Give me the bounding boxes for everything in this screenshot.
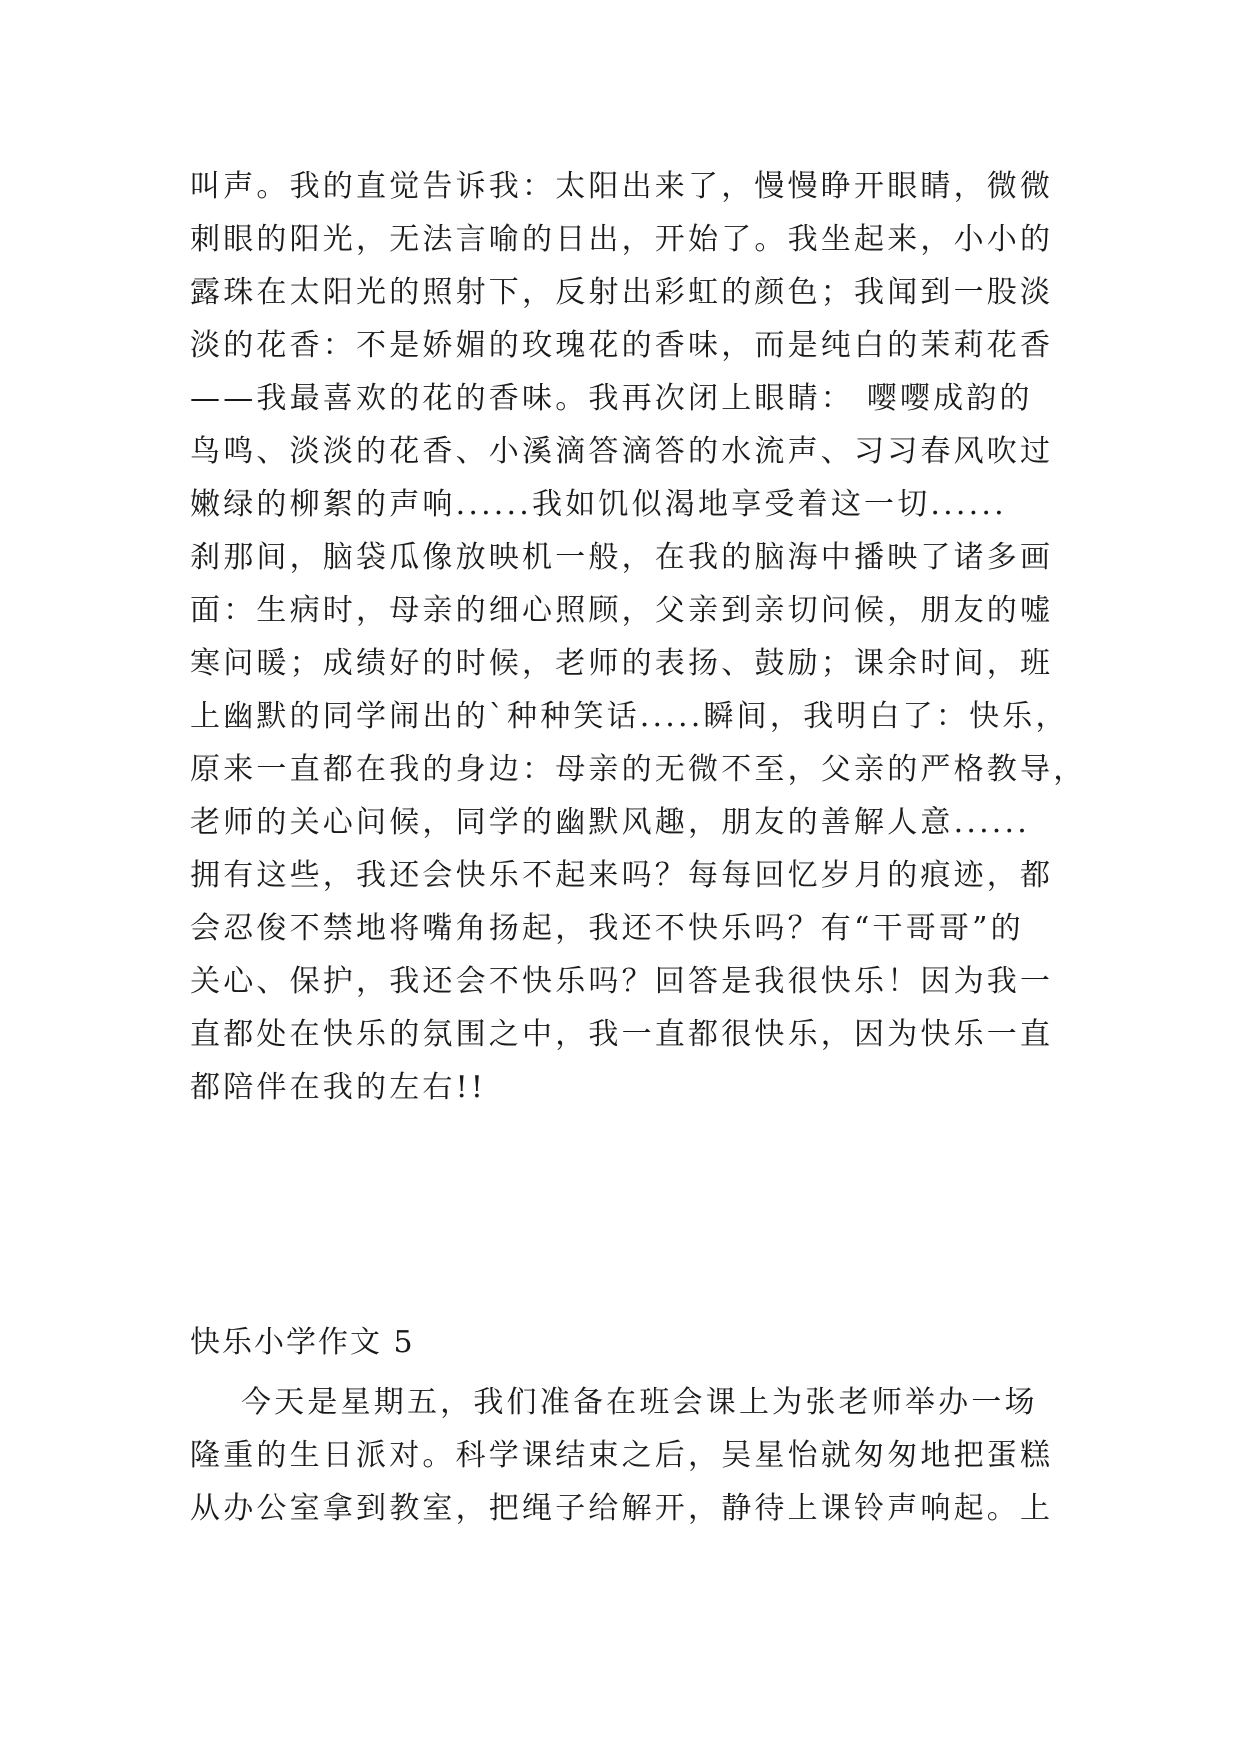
essay-paragraph <box>190 160 1087 1114</box>
text-line: 隆重的生日派对。科学课结束之后，吴星怡就匆匆地把蛋糕 <box>190 1438 1054 1473</box>
text-line: ——我最喜欢的花的香味。我再次闭上眼睛： 嘤嘤成韵的 <box>190 381 1033 416</box>
text-line: 直都处在快乐的氛围之中，我一直都很快乐，因为快乐一直 <box>190 1017 1054 1052</box>
text-line: 从办公室拿到教室，把绳子给解开，静待上课铃声响起。上 <box>190 1491 1054 1526</box>
text-line: 嫩绿的柳絮的声响......我如饥似渴地享受着这一切...... <box>190 487 1007 522</box>
text-line: 淡的花香：不是娇媚的玫瑰花的香味，而是纯白的茉莉花香 <box>190 328 1054 363</box>
text-line: 刹那间，脑袋瓜像放映机一般，在我的脑海中播映了诸多画 <box>190 540 1054 575</box>
text-line: 叫声。我的直觉告诉我：太阳出来了，慢慢睁开眼睛，微微 <box>190 169 1054 204</box>
text-line: 原来一直都在我的身边：母亲的无微不至，父亲的严格教导， <box>190 752 1087 787</box>
text-line: 今天是星期五，我们准备在班会课上为张老师举办一场 <box>190 1385 1038 1420</box>
text-line: 面：生病时，母亲的细心照顾，父亲到亲切问候，朋友的嘘 <box>190 593 1054 628</box>
text-line: 鸟鸣、淡淡的花香、小溪滴答滴答的水流声、习习春风吹过 <box>190 434 1054 469</box>
text-line: 老师的关心问候，同学的幽默风趣，朋友的善解人意...... <box>190 805 1031 840</box>
text-line: 都陪伴在我的左右!! <box>190 1070 487 1105</box>
text-line: 露珠在太阳光的照射下，反射出彩虹的颜色；我闻到一股淡 <box>190 275 1054 310</box>
text-line: 关心、保护，我还会不快乐吗？回答是我很快乐！因为我一 <box>190 964 1054 999</box>
text-line: 拥有这些，我还会快乐不起来吗？每每回忆岁月的痕迹，都 <box>190 858 1054 893</box>
text-line: 上幽默的同学闹出的`种种笑话.....瞬间，我明白了：快乐， <box>190 699 1069 734</box>
text-line: 寒问暖；成绩好的时候，老师的表扬、鼓励；课余时间，班 <box>190 646 1054 681</box>
text-line: 刺眼的阳光，无法言喻的日出，开始了。我坐起来，小小的 <box>190 222 1054 257</box>
essay-paragraph <box>190 1376 1070 1535</box>
section-title: 快乐小学作文 5 <box>190 1325 415 1360</box>
text-line: 会忍俊不禁地将嘴角扬起，我还不快乐吗？有“干哥哥”的 <box>190 911 1024 946</box>
